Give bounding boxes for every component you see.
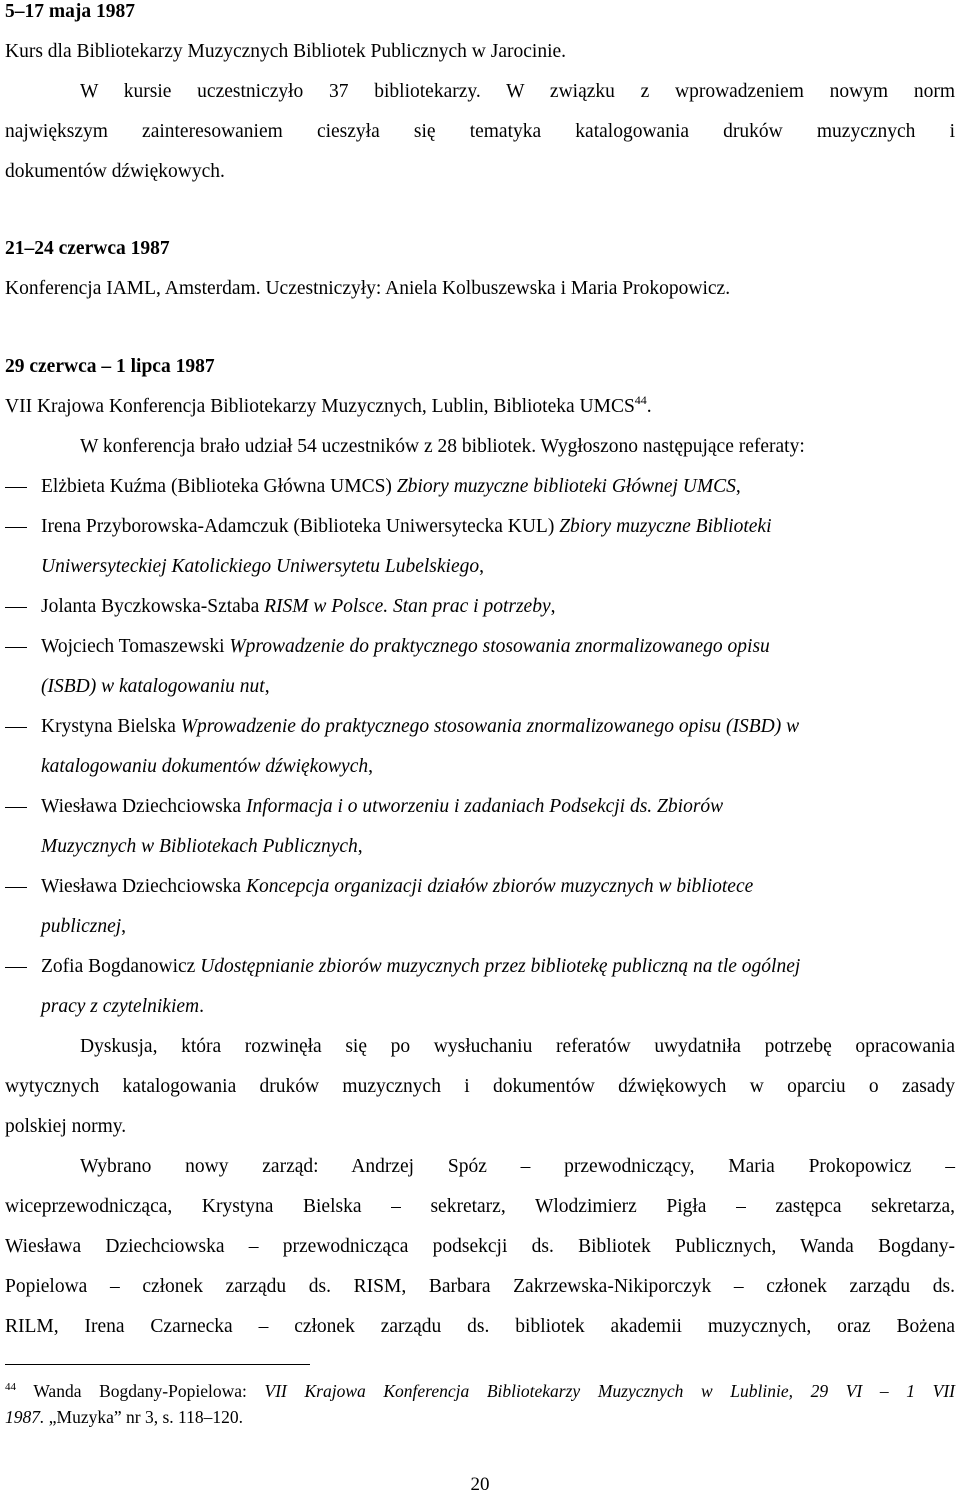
- referaty-list: [5, 475, 955, 1035]
- text-line: VII Krajowa Konferencja Bibliotekarzy Muzycznych, Lublin, Biblioteka UMCS$^{44}$.: [5, 393, 652, 417]
- section-iaml: [5, 237, 955, 317]
- text-line: Kurs dla Bibliotekarzy Muzycznych Bibliotek Publicznych w Jarocinie.: [5, 41, 567, 62]
- text-line: Popielowa – członek zarządu ds. RISM, Barbara Zakrzewska-Nikiporczyk – członek zarządu ds.: [5, 1276, 955, 1297]
- section-heading: 29 czerwca – 1 lipca 1987: [5, 356, 215, 377]
- footnote-reference[interactable]: 44: [634, 393, 647, 407]
- text-line: polskiej normy.: [5, 1116, 127, 1137]
- page-number: 20: [470, 1474, 490, 1495]
- paragraph-dyskusja: [5, 1035, 955, 1155]
- footnote-line: $^{44}$ Wanda Bogdany-Popielowa: VII Krajowa Konferencja Bibliotekarzy Muzycznych w Lublinie, 29 VI – 1 VII: [5, 1381, 956, 1401]
- section-heading: 5–17 maja 1987: [5, 1, 135, 22]
- section-kurs: [5, 0, 955, 200]
- text-line: W konferencja brało udział 54 uczestników z 28 bibliotek. Wygłoszono następujące referaty:: [80, 436, 805, 457]
- list-item: Jolanta Byczkowska-Sztaba RISM w Polsce. Stan prac i potrzeby,: [41, 596, 556, 617]
- list-item: Wiesława Dziechciowska Koncepcja organizacji działów zbiorów muzycznych w bibliotece publicznej,: [41, 876, 754, 937]
- text-line: Dyskusja, która rozwinęła się po wysłuchaniu referatów uwydatniła potrzebę opracowania: [80, 1036, 955, 1057]
- text-line: RILM, Irena Czarnecka – członek zarządu ds. bibliotek akademii muzycznych, oraz Bożena: [5, 1316, 955, 1337]
- footnote-separator: [5, 1364, 310, 1365]
- list-item: Irena Przyborowska-Adamczuk (Biblioteka Uniwersytecka KUL) Zbiory muzyczne Biblioteki Uniwersyteckiej Katolickiego Uniwersytetu Lubelskiego,: [41, 516, 772, 577]
- list-item: Krystyna Bielska Wprowadzenie do praktycznego stosowania znormalizowanego opisu (ISBD) w katalogowaniu dokumentów dźwiękowych,: [41, 716, 800, 777]
- paragraph-zarzad: [5, 1155, 955, 1355]
- text-line: Konferencja IAML, Amsterdam. Uczestniczyły: Aniela Kolbuszewska i Maria Prokopowicz.: [5, 278, 731, 299]
- text-line: dokumentów dźwiękowych.: [5, 161, 225, 182]
- footnote: [5, 1378, 955, 1430]
- text-line: W kursie uczestniczyło 37 bibliotekarzy. W związku z wprowadzeniem nowym norm: [80, 81, 955, 102]
- list-item: Wiesława Dziechciowska Informacja i o utworzeniu i zadaniach Podsekcji ds. Zbiorów Muzycznych w Bibliotekach Publicznych,: [41, 796, 724, 857]
- text-line: wiceprzewodnicząca, Krystyna Bielska – sekretarz, Wlodzimierz Pigła – zastępca sekretarza,: [5, 1196, 955, 1217]
- text-line: wytycznych katalogowania druków muzycznych i dokumentów dźwiękowych w oparciu o zasady: [5, 1076, 955, 1097]
- text-line: największym zainteresowaniem cieszyła się tematyka katalogowania druków muzycznych i: [5, 121, 955, 142]
- section-heading: 21–24 czerwca 1987: [5, 238, 170, 259]
- list-item: Elżbieta Kuźma (Biblioteka Główna UMCS) Zbiory muzyczne biblioteki Głównej UMCS,: [41, 476, 741, 497]
- footnote-line: 1987. „Muzyka” nr 3, s. 118–120.: [5, 1407, 243, 1427]
- footnote-mark: 44: [5, 1381, 16, 1393]
- list-item: Wojciech Tomaszewski Wprowadzenie do praktycznego stosowania znormalizowanego opisu (ISBD) w katalogowaniu nut,: [41, 636, 770, 697]
- list-item: Zofia Bogdanowicz Udostępnianie zbiorów muzycznych przez bibliotekę publiczną na tle ogólnej pracy z czytelnikiem.: [41, 956, 801, 1017]
- section-vii-konferencja: [5, 355, 955, 475]
- text-line: Wiesława Dziechciowska – przewodnicząca podsekcji ds. Bibliotek Publicznych, Wanda Bogdany-: [5, 1236, 955, 1257]
- text-line: Wybrano nowy zarząd: Andrzej Spóz – przewodniczący, Maria Prokopowicz –: [80, 1156, 955, 1177]
